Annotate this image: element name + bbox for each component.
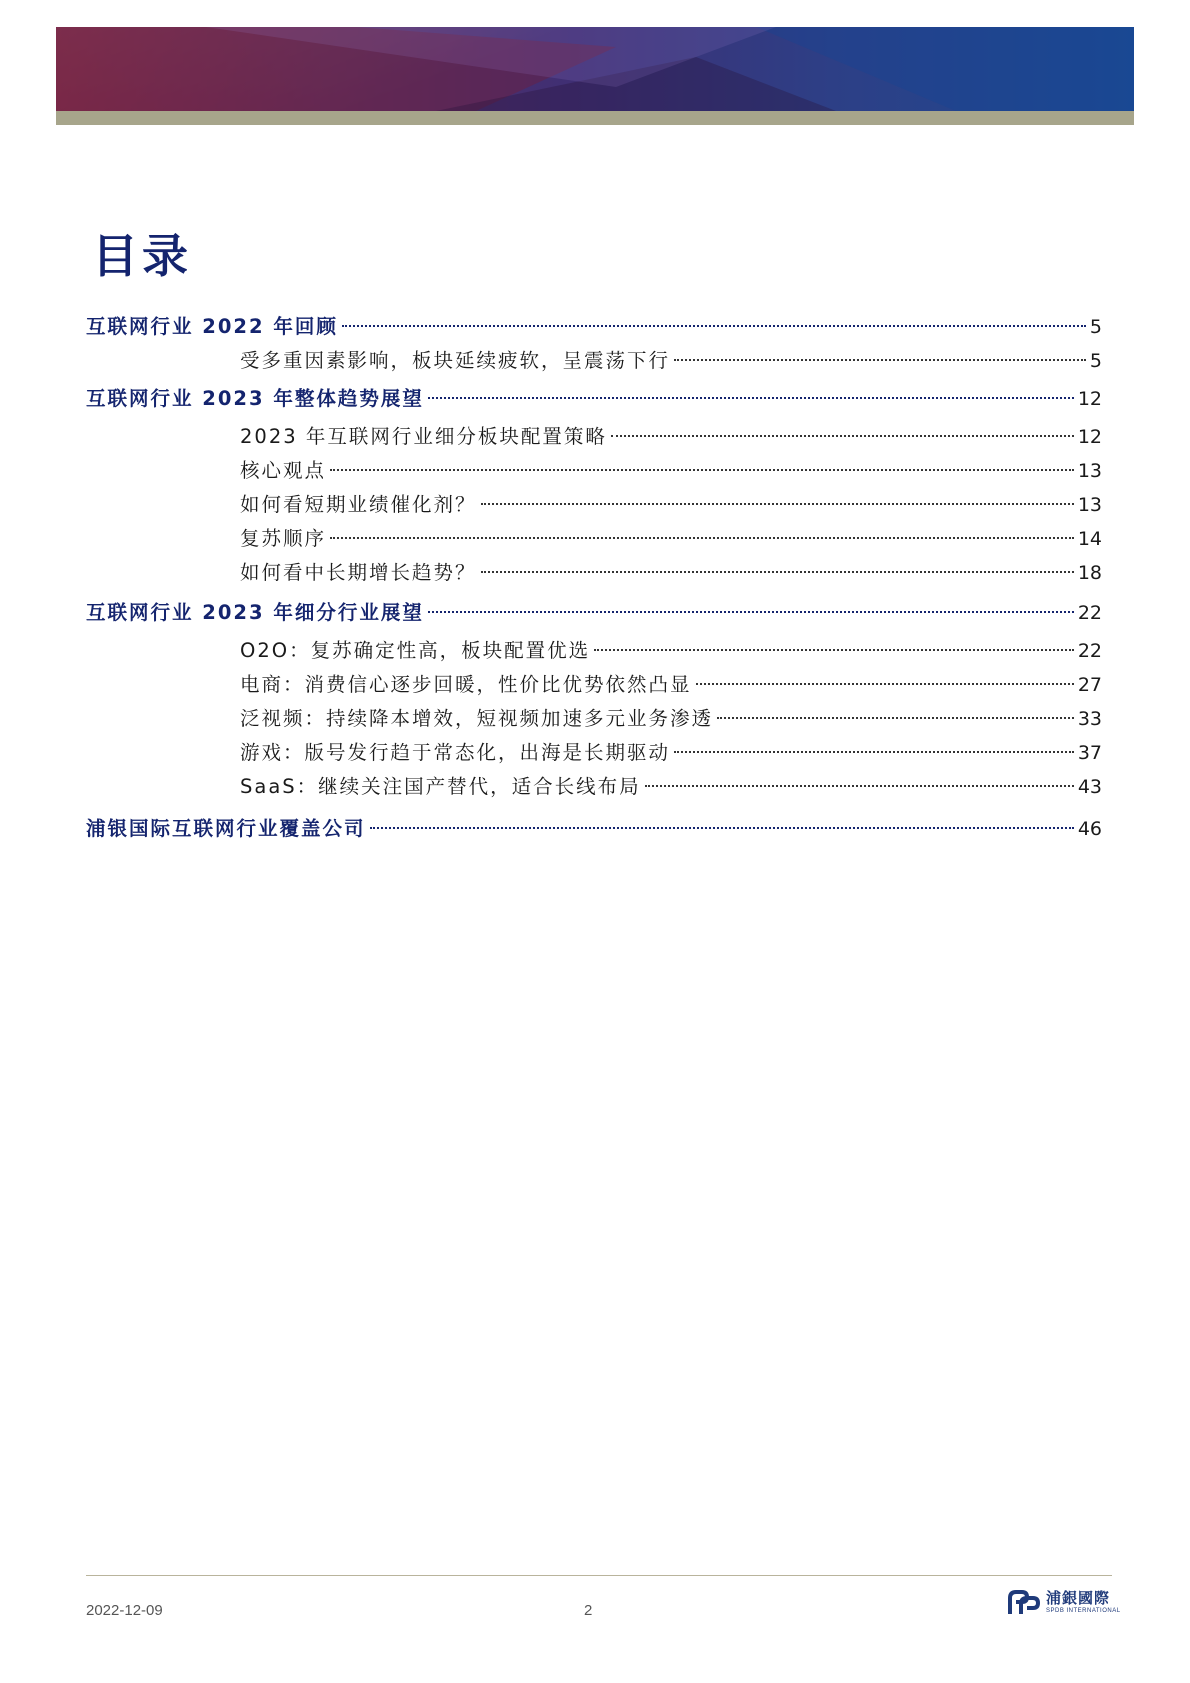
toc-title: 目录 [92,229,192,283]
toc-subsection-entry[interactable] [86,770,1102,804]
toc-entry-label: 浦银国际互联网行业覆盖公司 [86,817,366,840]
toc-entry-label: 2023 年互联网行业细分板块配置策略 [240,425,607,448]
toc-dot-leader [370,827,1074,829]
footer-date: 2022-12-09 [86,1602,163,1619]
toc-dot-leader [717,717,1074,719]
toc-dot-leader [674,359,1086,361]
footer-rule [86,1575,1112,1576]
logo-chinese-text: 浦銀國際 [1046,1589,1111,1607]
toc-dot-leader [696,683,1074,685]
toc-section-entry[interactable] [86,310,1102,344]
toc-entry-page: 18 [1077,562,1102,584]
toc-entry-page: 14 [1077,528,1102,550]
toc-entry-page: 5 [1089,350,1102,372]
toc-dot-leader [330,469,1074,471]
toc-dot-leader [481,503,1074,505]
toc-dot-leader [611,435,1074,437]
toc-subsection-entry[interactable] [86,522,1102,556]
toc-entry-page: 46 [1077,818,1102,840]
toc-dot-leader [330,537,1074,539]
toc-dot-leader [481,571,1074,573]
toc-entry-page: 13 [1077,460,1102,482]
footer-page-number: 2 [584,1602,593,1619]
toc-section-entry[interactable] [86,382,1102,416]
toc-entry-label: 互联网行业 2023 年细分行业展望 [86,601,424,624]
company-logo [1007,1588,1121,1618]
toc-entry-label: 受多重因素影响，板块延续疲软，呈震荡下行 [240,349,671,372]
toc-subsection-entry[interactable] [86,736,1102,770]
toc-entry-label: 互联网行业 2023 年整体趋势展望 [86,387,424,410]
toc-subsection-entry[interactable] [86,344,1102,378]
toc-section-entry[interactable] [86,596,1102,630]
toc-entry-label: 电商：消费信心逐步回暖，性价比优势依然凸显 [240,673,692,696]
toc-entry-page: 5 [1089,316,1102,338]
toc-entry-page: 12 [1077,388,1102,410]
banner-decoration [56,27,1134,111]
toc-entry-label: SaaS：继续关注国产替代，适合长线布局 [240,775,641,798]
toc-entry-page: 33 [1077,708,1102,730]
toc-subsection-entry[interactable] [86,454,1102,488]
toc-subsection-entry[interactable] [86,488,1102,522]
toc-dot-leader [645,785,1074,787]
toc-entry-page: 43 [1077,776,1102,798]
toc-entry-label: 游戏：版号发行趋于常态化，出海是长期驱动 [240,741,671,764]
toc-subsection-entry[interactable] [86,420,1102,454]
toc-dot-leader [428,611,1074,613]
toc-entry-page: 13 [1077,494,1102,516]
toc-entry-page: 12 [1077,426,1102,448]
toc-entry-label: 如何看短期业绩催化剂？ [240,493,477,516]
toc-entry-label: 互联网行业 2022 年回顾 [86,315,338,338]
toc-dot-leader [428,397,1074,399]
toc-entry-label: 复苏顺序 [240,527,327,550]
toc-entry-label: 如何看中长期增长趋势？ [240,561,477,584]
toc-entry-page: 22 [1077,602,1102,624]
toc-section-entry[interactable] [86,812,1102,846]
toc-dot-leader [594,649,1074,651]
table-of-contents [86,310,1102,846]
toc-entry-label: O2O：复苏确定性高，板块配置优选 [240,639,591,662]
toc-entry-label: 核心观点 [240,459,327,482]
spdb-logo-icon [1007,1588,1041,1618]
toc-entry-page: 27 [1077,674,1102,696]
toc-entry-page: 37 [1077,742,1102,764]
toc-subsection-entry[interactable] [86,702,1102,736]
toc-dot-leader [674,751,1074,753]
toc-entry-page: 22 [1077,640,1102,662]
toc-subsection-entry[interactable] [86,556,1102,590]
toc-entry-label: 泛视频：持续降本增效，短视频加速多元业务渗透 [240,707,714,730]
toc-subsection-entry[interactable] [86,668,1102,702]
toc-subsection-entry[interactable] [86,634,1102,668]
header-rule [56,111,1134,125]
header-banner [56,27,1134,111]
toc-dot-leader [342,325,1086,327]
logo-english-text: SPDB INTERNATIONAL [1046,1608,1121,1614]
